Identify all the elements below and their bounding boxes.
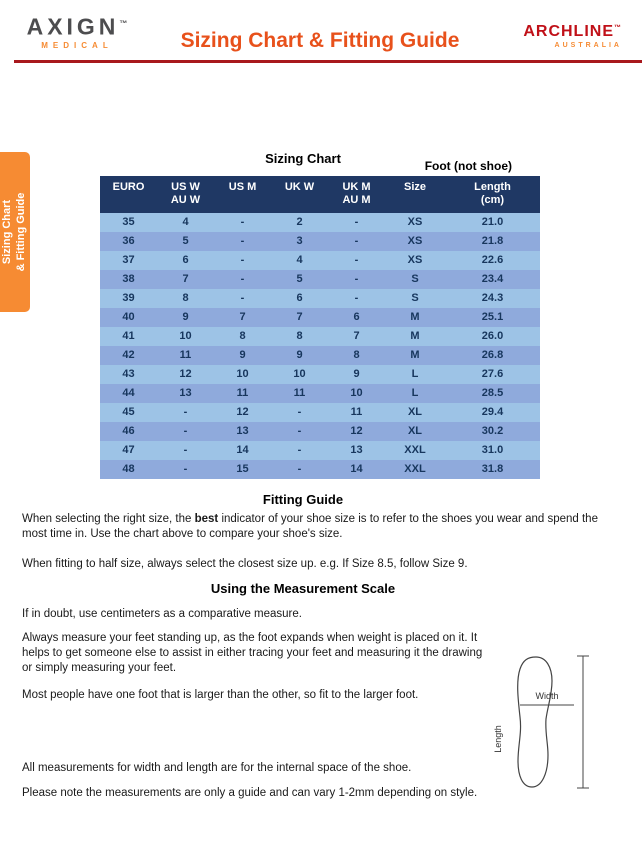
table-cell: 45 — [100, 403, 157, 422]
table-cell: - — [271, 422, 328, 441]
archline-logo-name: ARCHLINE™ — [523, 23, 622, 40]
table-cell: 31.0 — [445, 441, 540, 460]
table-cell: 48 — [100, 460, 157, 479]
table-cell: 6 — [157, 251, 214, 270]
table-cell: - — [157, 460, 214, 479]
table-cell: - — [214, 270, 271, 289]
column-header: Size — [385, 176, 445, 213]
paragraph-text: When selecting the right size, the — [22, 513, 195, 525]
table-cell: S — [385, 289, 445, 308]
axign-logo — [22, 12, 132, 50]
table-row — [100, 213, 540, 232]
table-cell: XXL — [385, 460, 445, 479]
measurement-paragraph-4: All measurements for width and length are for the internal space of the shoe. — [22, 762, 412, 774]
sizing-table — [100, 176, 540, 479]
table-row — [100, 232, 540, 251]
header-row — [100, 176, 540, 213]
table-cell: - — [214, 289, 271, 308]
table-row — [100, 460, 540, 479]
column-header: EURO — [100, 176, 157, 213]
table-cell: S — [385, 270, 445, 289]
column-header: UK M AU M — [328, 176, 385, 213]
foot-measurement-diagram — [490, 647, 598, 797]
archline-logo — [523, 23, 622, 49]
table-row — [100, 441, 540, 460]
table-cell: 11 — [157, 346, 214, 365]
table-cell: 39 — [100, 289, 157, 308]
foot-outline — [518, 657, 552, 787]
column-header: US M — [214, 176, 271, 213]
table-cell: 10 — [157, 327, 214, 346]
table-cell: 21.8 — [445, 232, 540, 251]
table-cell: 12 — [157, 365, 214, 384]
table-cell: 5 — [271, 270, 328, 289]
table-cell: 9 — [328, 365, 385, 384]
table-cell: 40 — [100, 308, 157, 327]
archline-logo-subtitle: AUSTRALIA — [554, 42, 622, 49]
foot-not-shoe-note: Foot (not shoe) — [424, 159, 512, 173]
table-cell: 10 — [214, 365, 271, 384]
table-cell: 9 — [271, 346, 328, 365]
fitting-guide-title: Fitting Guide — [262, 492, 344, 507]
measurement-paragraph-3: Most people have one foot that is larger than the other, so fit to the larger foot. — [22, 689, 419, 701]
measurement-paragraph-1: If in doubt, use centimeters as a comparative measure. — [22, 608, 302, 620]
table-row — [100, 270, 540, 289]
trademark-symbol: ™ — [119, 19, 128, 28]
table-cell: 6 — [328, 308, 385, 327]
table-row — [100, 346, 540, 365]
table-cell: 8 — [328, 346, 385, 365]
table-cell: 6 — [271, 289, 328, 308]
table-cell: L — [385, 384, 445, 403]
measurement-paragraph-5: Please note the measurements are only a guide and can vary 1-2mm depending on style. — [22, 787, 478, 799]
side-tab-label — [0, 152, 30, 312]
table-cell: - — [328, 289, 385, 308]
table-cell: 4 — [157, 213, 214, 232]
table-row — [100, 384, 540, 403]
side-tab-line2: & Fitting Guide — [15, 192, 27, 272]
table-cell: XL — [385, 403, 445, 422]
table-cell: 28.5 — [445, 384, 540, 403]
width-label: Width — [535, 691, 559, 701]
table-cell: - — [157, 403, 214, 422]
table-cell: 12 — [328, 422, 385, 441]
table-cell: 10 — [271, 365, 328, 384]
table-cell: 43 — [100, 365, 157, 384]
table-cell: 23.4 — [445, 270, 540, 289]
table-cell: 26.8 — [445, 346, 540, 365]
table-cell: 7 — [271, 308, 328, 327]
table-cell: 8 — [214, 327, 271, 346]
table-cell: 46 — [100, 422, 157, 441]
trademark-symbol: ™ — [614, 24, 622, 32]
table-cell: - — [328, 270, 385, 289]
table-cell: 44 — [100, 384, 157, 403]
column-header: US W AU W — [157, 176, 214, 213]
table-cell: 7 — [157, 270, 214, 289]
table-cell: 30.2 — [445, 422, 540, 441]
table-cell: 4 — [271, 251, 328, 270]
sizing-chart-title: Sizing Chart — [265, 151, 341, 166]
table-cell: - — [157, 441, 214, 460]
table-cell: XS — [385, 251, 445, 270]
side-tab-line1: Sizing Chart — [1, 199, 13, 265]
sizing-table-body — [100, 213, 540, 479]
measurement-paragraph-2: Always measure your feet standing up, as the foot expands when weight is placed on it. It helps to get someone else to assist in either tracing your feet and measuring it the drawing or simply measuring your feet. — [22, 632, 483, 674]
table-cell: XS — [385, 232, 445, 251]
table-row — [100, 327, 540, 346]
table-row — [100, 422, 540, 441]
table-row — [100, 365, 540, 384]
table-cell: 13 — [328, 441, 385, 460]
table-row — [100, 403, 540, 422]
bold-word: best — [194, 513, 219, 525]
table-cell: - — [271, 441, 328, 460]
paragraph-text: indicator of your shoe size is to refer to the shoes you wear and spend the most time in. Use the chart above to compare your shoe's size. — [22, 513, 598, 540]
table-cell: XL — [385, 422, 445, 441]
table-row — [100, 251, 540, 270]
table-cell: 24.3 — [445, 289, 540, 308]
table-cell: 42 — [100, 346, 157, 365]
column-header: UK W — [271, 176, 328, 213]
table-cell: - — [214, 232, 271, 251]
table-cell: 27.6 — [445, 365, 540, 384]
table-cell: - — [157, 422, 214, 441]
table-row — [100, 308, 540, 327]
table-cell: 11 — [271, 384, 328, 403]
table-cell: 47 — [100, 441, 157, 460]
table-cell: 15 — [214, 460, 271, 479]
table-cell: 3 — [271, 232, 328, 251]
table-cell: 11 — [328, 403, 385, 422]
table-cell: 26.0 — [445, 327, 540, 346]
table-cell: 36 — [100, 232, 157, 251]
table-cell: 31.8 — [445, 460, 540, 479]
table-cell: 7 — [214, 308, 271, 327]
table-cell: 37 — [100, 251, 157, 270]
measurement-scale-title: Using the Measurement Scale — [210, 581, 396, 596]
table-cell: 41 — [100, 327, 157, 346]
sizing-table-head — [100, 176, 540, 213]
table-cell: 13 — [157, 384, 214, 403]
table-cell: 25.1 — [445, 308, 540, 327]
table-cell: 22.6 — [445, 251, 540, 270]
header-divider — [14, 60, 642, 63]
table-cell: 10 — [328, 384, 385, 403]
table-cell: - — [214, 213, 271, 232]
table-cell: 12 — [214, 403, 271, 422]
table-cell: 11 — [214, 384, 271, 403]
axign-logo-name: AXIGN™ — [26, 13, 128, 40]
table-row — [100, 289, 540, 308]
table-cell: XS — [385, 213, 445, 232]
table-cell: 7 — [328, 327, 385, 346]
table-cell: 14 — [214, 441, 271, 460]
table-cell: 8 — [271, 327, 328, 346]
table-cell: 14 — [328, 460, 385, 479]
table-cell: 21.0 — [445, 213, 540, 232]
table-cell: 2 — [271, 213, 328, 232]
table-cell: - — [328, 251, 385, 270]
table-cell: XXL — [385, 441, 445, 460]
table-cell: 29.4 — [445, 403, 540, 422]
column-header: Length (cm) — [445, 176, 540, 213]
table-cell: - — [271, 403, 328, 422]
table-cell: 35 — [100, 213, 157, 232]
fitting-guide-paragraph-2: When fitting to half size, always select the closest size up. e.g. If Size 8.5, follow Size 9. — [22, 558, 468, 570]
table-cell: 9 — [214, 346, 271, 365]
page-title: Sizing Chart & Fitting Guide — [180, 29, 460, 52]
side-tab — [0, 152, 30, 312]
fitting-guide-paragraph-1 — [22, 512, 622, 542]
table-cell: 8 — [157, 289, 214, 308]
table-cell: 5 — [157, 232, 214, 251]
length-label: Length — [493, 725, 503, 753]
table-cell: - — [271, 460, 328, 479]
axign-logo-subtitle: MEDICAL — [41, 40, 113, 50]
table-cell: 13 — [214, 422, 271, 441]
table-cell: L — [385, 365, 445, 384]
table-cell: 38 — [100, 270, 157, 289]
table-cell: M — [385, 327, 445, 346]
table-cell: - — [328, 213, 385, 232]
table-cell: 9 — [157, 308, 214, 327]
table-cell: - — [214, 251, 271, 270]
table-cell: M — [385, 308, 445, 327]
table-cell: M — [385, 346, 445, 365]
table-cell: - — [328, 232, 385, 251]
